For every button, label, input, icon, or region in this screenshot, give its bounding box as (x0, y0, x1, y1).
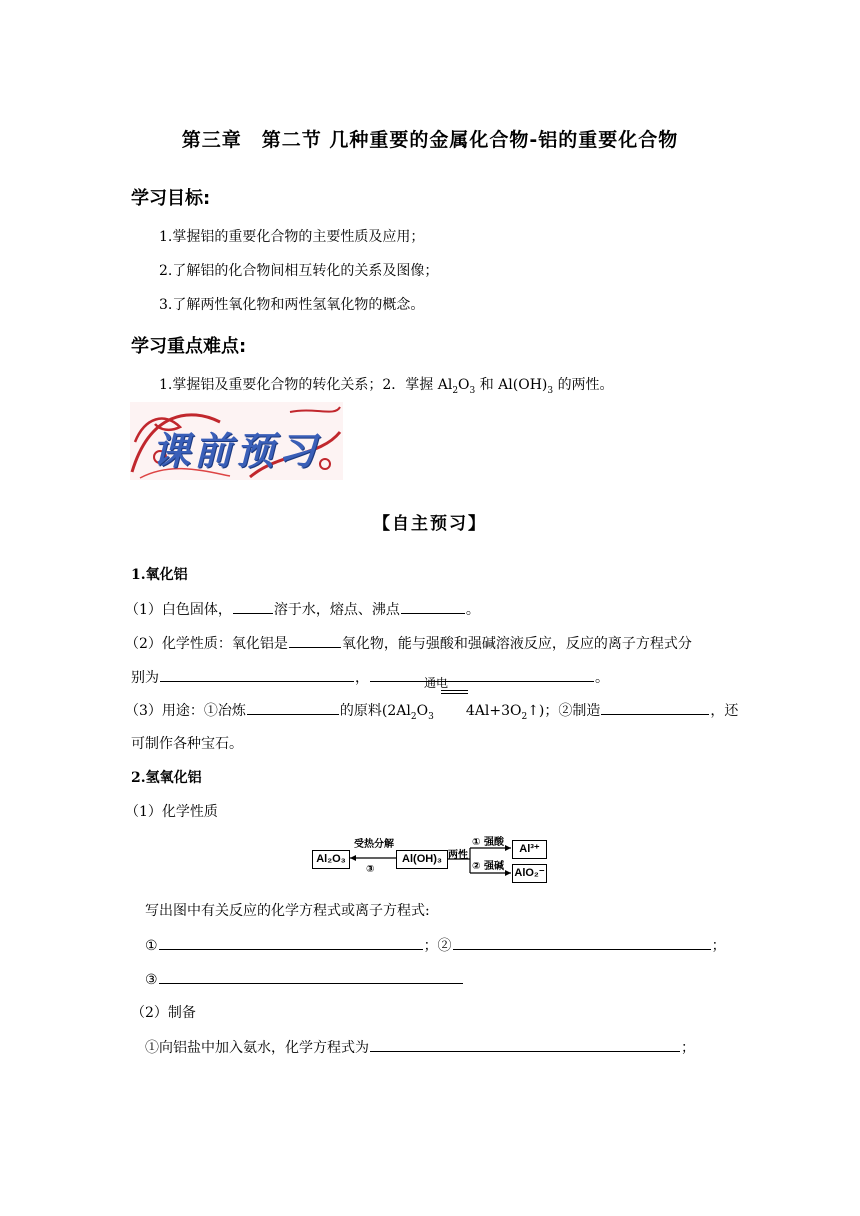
equals-line (441, 693, 468, 694)
decomp-label: 受热分解 (354, 839, 394, 850)
keypoints-text: 1.掌握铝及重要化合物的转化关系；2．掌握 $Al_2O_3$ 和 $Al(OH)_3$ 的两性。 (159, 377, 614, 396)
objective-item: 2.了解铝的化合物间相互转化的关系及图像； (159, 263, 439, 279)
blank-field[interactable] (159, 934, 423, 950)
page-title: 第三章 第二节 几种重要的金属化合物-铝的重要化合物 (181, 129, 679, 151)
blank-field[interactable] (370, 666, 594, 682)
s2-heading: 2.氢氧化铝 (131, 770, 202, 786)
blank-field[interactable] (289, 632, 341, 648)
alo2-box: AlO₂⁻ (512, 864, 547, 883)
answer-line-3: ③ (145, 968, 464, 988)
blank-field[interactable] (601, 699, 709, 715)
s2-sub1: （1）化学性质 (125, 804, 218, 820)
section-heading: 【自主预习】 (373, 514, 487, 534)
s2-sub2: （2）制备 (131, 1005, 196, 1021)
acid-label: ① 强酸 (472, 837, 504, 848)
equals-line (441, 690, 468, 691)
diagram-arrows-icon (312, 833, 552, 885)
aloh3-box: Al(OH)₃ (396, 850, 448, 869)
write-prompt: 写出图中有关反应的化学方程式或离子方程式: (145, 903, 430, 919)
al3-box: Al³⁺ (512, 840, 547, 859)
prep-line-1: ①向铝盐中加入氨水，化学方程式为 ； (145, 1036, 695, 1057)
blank-field[interactable] (160, 666, 354, 682)
objectives-heading: 学习目标: (131, 188, 211, 209)
s1-line3: 别为 ， 。 (131, 666, 609, 687)
base-label: ② 强碱 (472, 861, 504, 872)
al2o3-box: Al₂O₃ (312, 850, 350, 869)
blank-field[interactable] (370, 1036, 680, 1052)
blank-field[interactable] (401, 598, 465, 614)
s1-line1: （1）白色固体， 溶于水，熔点、沸点 。 (125, 598, 480, 619)
blank-field[interactable] (247, 699, 339, 715)
reaction-diagram (312, 833, 552, 885)
amphoteric-label: 两性 (448, 850, 468, 861)
s1-line2: （2）化学性质：氧化铝是 氧化物，能与强酸和强碱溶液反应，反应的离子方程式分 (125, 632, 692, 653)
s1-heading: 1.氧化铝 (131, 567, 188, 583)
objective-item: 3.了解两性氧化物和两性氢氧化物的概念。 (159, 297, 425, 313)
step3-label: ③ (366, 864, 375, 875)
blank-field[interactable] (159, 968, 463, 984)
blank-field[interactable] (453, 934, 711, 950)
banner-text: 课前预习 (152, 429, 321, 473)
preview-banner (130, 402, 343, 480)
keypoints-heading: 学习重点难点: (131, 336, 247, 357)
objective-item: 1.掌握铝的重要化合物的主要性质及应用； (159, 229, 425, 245)
s1-line4: （3）用途：①冶炼 的原料($2Al_2O_3$ $4Al+3O_2↑$)；②制造 ，还 (125, 699, 738, 722)
answer-line-1-2: ① ；② ； (145, 934, 726, 955)
blank-field[interactable] (233, 598, 273, 614)
electrolysis-condition: 通电 (424, 676, 449, 690)
s1-line5: 可制作各种宝石。 (131, 736, 243, 752)
